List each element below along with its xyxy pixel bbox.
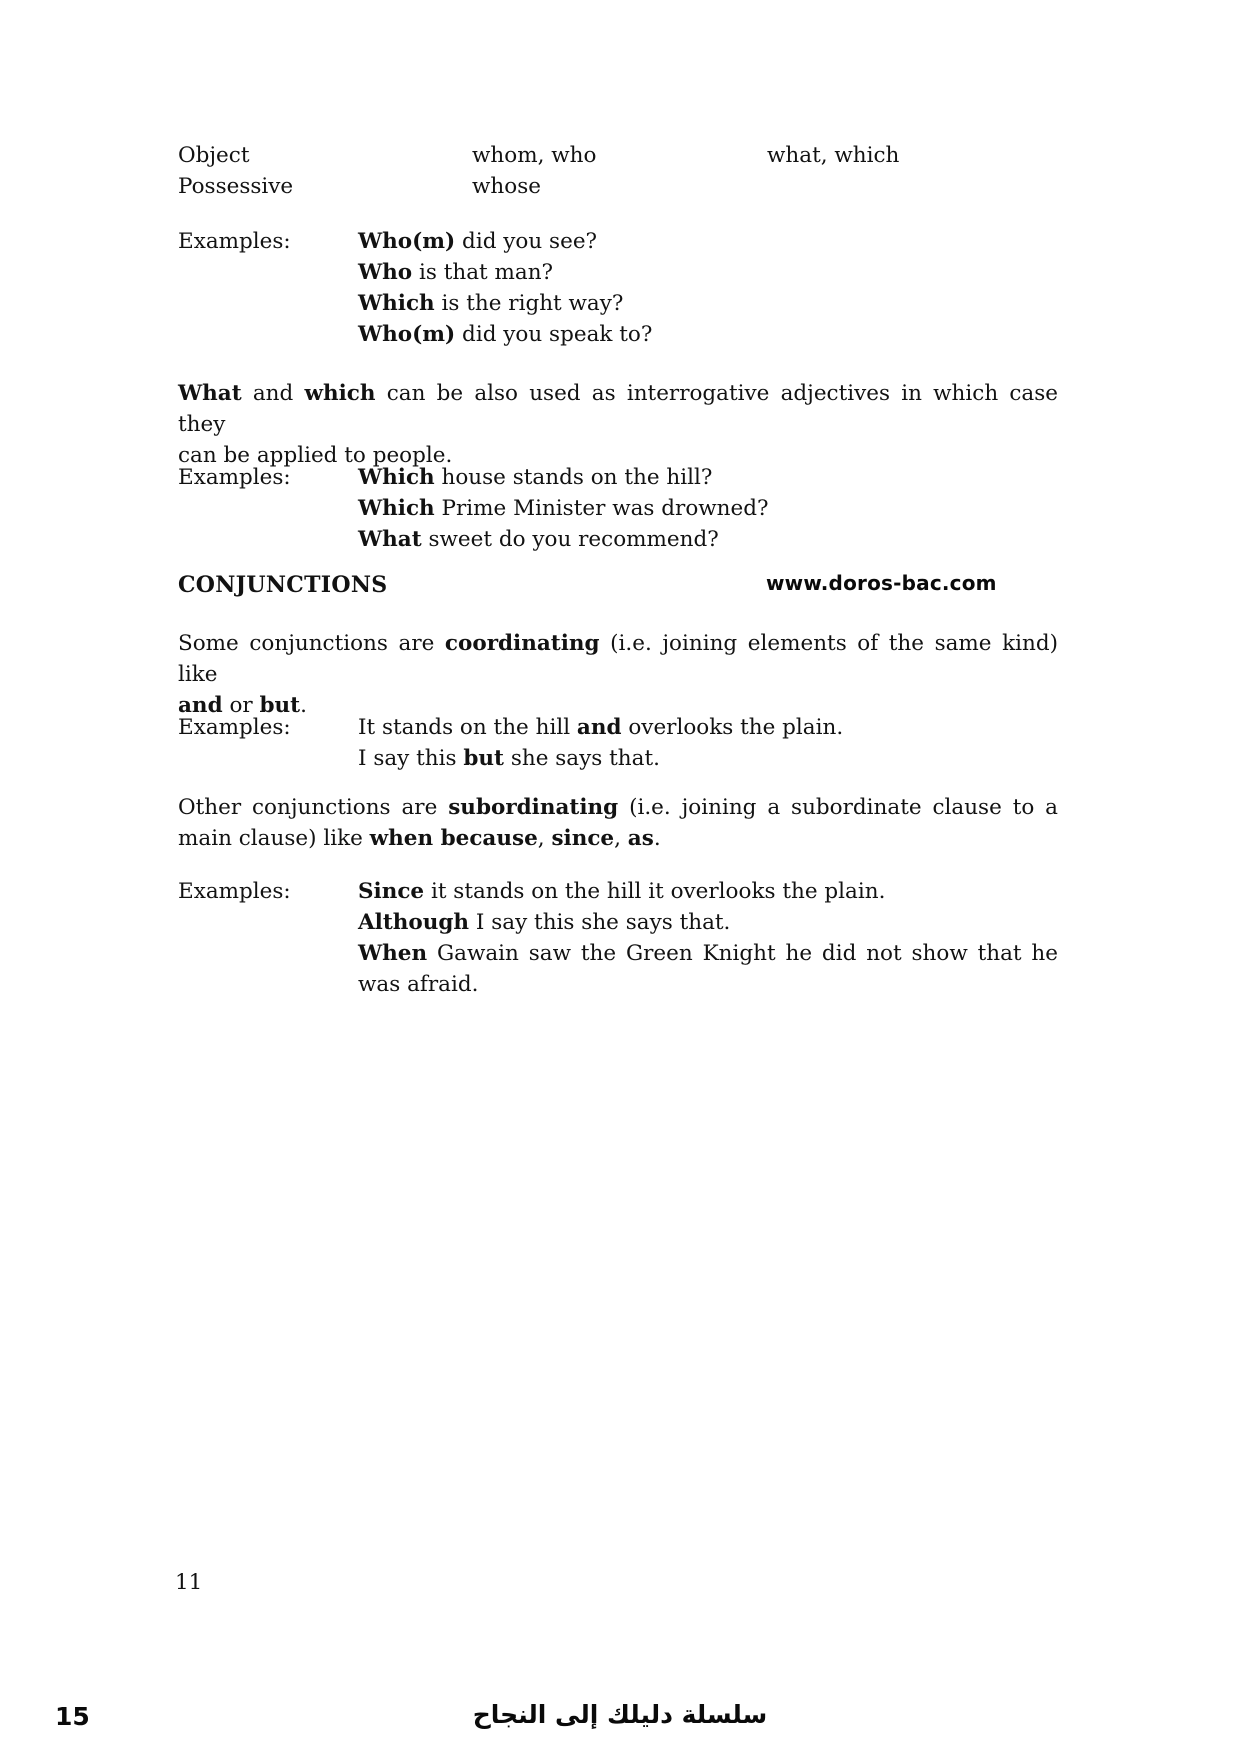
examples-label: Examples:: [178, 879, 291, 904]
example-line: Although I say this she says that.: [358, 910, 731, 935]
pronoun-person-forms: whose: [472, 174, 541, 199]
example-line: I say this but she says that.: [358, 746, 660, 771]
pronoun-case-label: Object: [178, 143, 250, 168]
paragraph-line: can be applied to people.: [178, 443, 453, 468]
pronoun-forms-table: [178, 140, 1058, 202]
example-line: It stands on the hill and overlooks the plain.: [358, 715, 844, 740]
coordinating-conjunctions-note: [178, 628, 1058, 721]
examples-label: Examples:: [178, 715, 291, 740]
paragraph-line: and or but.: [178, 693, 307, 718]
pronoun-case-label: Possessive: [178, 174, 294, 199]
paragraph-line: main clause) like when because, since, as.: [178, 826, 661, 851]
website-watermark: www.doros-bac.com: [766, 571, 997, 595]
pronoun-thing-forms: [767, 171, 1058, 202]
footer-page-number: 15: [55, 1702, 90, 1731]
example-line: Who(m) did you speak to?: [358, 322, 653, 347]
inner-page-number: 11: [175, 1570, 203, 1595]
footer-series-title: سلسلة دليلك إلى النجاح: [472, 1700, 768, 1729]
example-line: Since it stands on the hill it overlooks the plain.: [358, 879, 886, 904]
subordinating-conjunctions-note: [178, 792, 1058, 854]
example-line: Who is that man?: [358, 260, 554, 285]
pronoun-person-forms: whom, who: [472, 143, 597, 168]
paragraph-line: What and which can be also used as interrogative adjectives in which case they: [178, 381, 1058, 437]
examples-block-coordinating: [178, 712, 1058, 774]
interrogative-adjectives-note: [178, 378, 1058, 471]
examples-block-interrogative-pronouns: [178, 226, 1058, 350]
examples-label: Examples:: [178, 465, 291, 490]
example-line: When Gawain saw the Green Knight he did not show that he: [358, 941, 1058, 966]
conjunctions-heading-row: [178, 570, 1058, 601]
example-line: Who(m) did you see?: [358, 229, 598, 254]
example-line: was afraid.: [358, 972, 479, 997]
paragraph-line: Other conjunctions are subordinating (i.e. joining a subordinate clause to a: [178, 795, 1058, 820]
pronoun-table-row: [178, 140, 1058, 171]
pronoun-table-row: [178, 171, 1058, 202]
example-line: What sweet do you recommend?: [358, 527, 719, 552]
example-line: Which Prime Minister was drowned?: [358, 496, 769, 521]
example-line: Which is the right way?: [358, 291, 624, 316]
examples-block-interrogative-adjectives: [178, 462, 1058, 555]
pronoun-thing-forms: what, which: [767, 143, 900, 168]
example-line: Which house stands on the hill?: [358, 465, 713, 490]
section-heading-conjunctions: CONJUNCTIONS: [178, 572, 388, 598]
examples-block-subordinating: [178, 876, 1058, 1000]
examples-label: Examples:: [178, 229, 291, 254]
paragraph-line: Some conjunctions are coordinating (i.e. joining elements of the same kind) like: [178, 631, 1059, 687]
